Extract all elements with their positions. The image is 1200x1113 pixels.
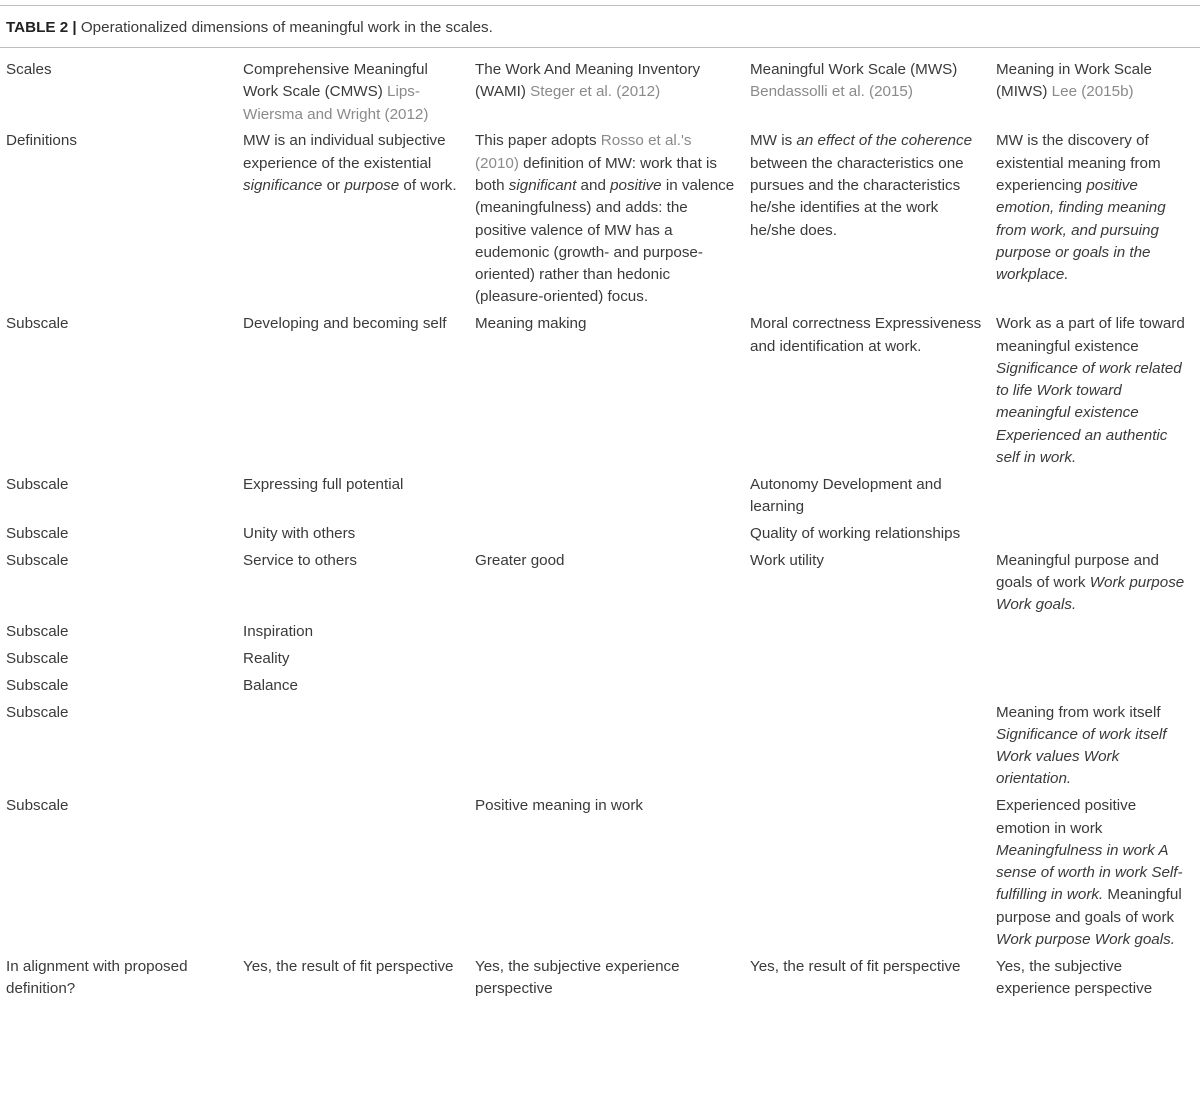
cell-text: Yes, the result of fit perspective <box>750 957 961 975</box>
emphasis-text: positive emotion, finding meaning from work, and pursuing purpose or goals in the workplace. <box>996 176 1166 284</box>
table-cell <box>990 621 1196 648</box>
row-label: Subscale <box>6 797 69 815</box>
row-label: Subscale <box>6 551 69 569</box>
table-cell <box>990 313 1196 474</box>
emphasis-text: Work purpose Work goals. <box>996 930 1175 948</box>
cell-text: Unity with others <box>243 524 356 542</box>
table-cell <box>744 702 990 796</box>
table-caption <box>6 17 1196 39</box>
table-cell <box>237 130 469 313</box>
cell-text: Expressing full potential <box>243 475 404 493</box>
table-cell <box>744 648 990 675</box>
citation: Bendassolli et al. (2015) <box>750 83 913 101</box>
table-cell <box>469 523 744 550</box>
cell-text: Quality of working relationships <box>750 524 961 542</box>
top-rule <box>0 5 1200 6</box>
cell-text: MW is <box>750 132 797 150</box>
table-cell <box>744 59 990 130</box>
cell-text: Inspiration <box>243 623 314 641</box>
table-row <box>0 59 1196 130</box>
table-row <box>0 795 1196 956</box>
table-cell <box>990 59 1196 130</box>
cell-text: Meaningful purpose and goals of work <box>996 551 1159 592</box>
row-label: Subscale <box>6 524 69 542</box>
table-row <box>0 474 1196 523</box>
cell-text: Service to others <box>243 551 357 569</box>
table-cell <box>744 550 990 621</box>
cell-text: The Work And Meaning Inventory (WAMI) <box>475 61 701 101</box>
cell-text: Autonomy Development and learning <box>750 475 942 516</box>
table-row <box>0 621 1196 648</box>
row-label: Definitions <box>6 132 77 150</box>
table-cell <box>744 621 990 648</box>
table-cell <box>469 313 744 474</box>
cell-text: Yes, the result of fit perspective <box>243 957 454 975</box>
table-cell <box>237 621 469 648</box>
scales-table <box>0 59 1196 1005</box>
table-cell <box>237 550 469 621</box>
cell-text: and <box>576 176 611 194</box>
cell-text: definition of MW: work that is both <box>475 154 717 194</box>
emphasis-text: significant <box>508 176 577 194</box>
table-row <box>0 702 1196 796</box>
table-cell <box>990 956 1196 1005</box>
emphasis-text: significance <box>243 176 323 194</box>
row-label: Subscale <box>6 475 69 493</box>
table-cell <box>237 474 469 523</box>
table-row <box>0 648 1196 675</box>
table-cell <box>990 702 1196 796</box>
header-rule <box>0 47 1200 48</box>
table-cell <box>990 474 1196 523</box>
emphasis-text: Significance of work related to life Work toward meaningful existence Experienced an authentic self in work. <box>996 359 1182 467</box>
table-row <box>0 313 1196 474</box>
table-cell <box>744 474 990 523</box>
row-label: Subscale <box>6 623 69 641</box>
table-cell <box>469 702 744 796</box>
cell-text: Meaning in Work Scale (MIWS) <box>996 61 1152 101</box>
emphasis-text: positive <box>610 176 662 194</box>
row-label: In alignment with proposed definition? <box>6 957 188 998</box>
table-cell <box>237 956 469 1005</box>
table-cell <box>469 621 744 648</box>
table-cell <box>744 523 990 550</box>
table-cell <box>990 675 1196 702</box>
table-cell <box>237 702 469 796</box>
table-cell <box>744 795 990 956</box>
row-label: Subscale <box>6 315 69 333</box>
cell-text: Yes, the subjective experience perspective <box>475 957 680 998</box>
citation: Rosso et al.'s (2010) <box>475 132 692 172</box>
table-cell <box>990 795 1196 956</box>
table-cell <box>469 550 744 621</box>
table-cell <box>469 474 744 523</box>
cell-text: Developing and becoming self <box>243 315 447 333</box>
cell-text: or <box>322 176 345 194</box>
row-label: Subscale <box>6 676 69 694</box>
table-body <box>0 59 1196 1005</box>
row-label: Subscale <box>6 649 69 667</box>
table-row <box>0 550 1196 621</box>
row-label: Subscale <box>6 703 69 721</box>
table-row <box>0 956 1196 1005</box>
table-cell <box>990 130 1196 313</box>
table-cell <box>744 130 990 313</box>
cell-text: Experienced positive emotion in work <box>996 797 1137 837</box>
cell-text: Meaningful purpose and goals of work <box>996 886 1182 926</box>
table-cell <box>237 313 469 474</box>
table-row <box>0 130 1196 313</box>
table-cell <box>990 550 1196 621</box>
cell-text: of work. <box>399 176 457 194</box>
table-row <box>0 675 1196 702</box>
table-caption-text: Operationalized dimensions of meaningful work in the scales. <box>76 19 493 36</box>
table-cell <box>990 523 1196 550</box>
cell-text: Greater good <box>475 551 565 569</box>
cell-text: Meaningful Work Scale (MWS) <box>750 61 958 78</box>
row-label: Scales <box>6 61 52 78</box>
cell-text: Meaning from work itself <box>996 703 1161 721</box>
citation: Lips-Wiersma and Wright (2012) <box>243 83 429 123</box>
cell-text: Balance <box>243 676 298 694</box>
table-cell <box>469 675 744 702</box>
emphasis-text: purpose <box>344 176 400 194</box>
table-cell <box>237 675 469 702</box>
table-cell <box>237 59 469 130</box>
cell-text: Work as a part of life toward meaningful existence <box>996 315 1185 355</box>
table-cell <box>744 313 990 474</box>
table-cell <box>469 648 744 675</box>
table-cell <box>237 795 469 956</box>
emphasis-text: Significance of work itself Work values Work orientation. <box>996 725 1167 788</box>
citation: Lee (2015b) <box>1051 83 1134 101</box>
table-cell <box>469 130 744 313</box>
cell-text: MW is the discovery of existential meaning from experiencing <box>996 132 1161 194</box>
cell-text: This paper adopts <box>475 132 601 150</box>
table-caption-label: TABLE 2 | <box>6 19 77 36</box>
table-cell <box>237 648 469 675</box>
cell-text: Work utility <box>750 551 824 569</box>
table-cell <box>744 675 990 702</box>
table-row <box>0 523 1196 550</box>
cell-text: Yes, the subjective experience perspective <box>996 957 1153 998</box>
cell-text: MW is an individual subjective experience of the existential <box>243 132 446 172</box>
cell-text: Comprehensive Meaningful Work Scale (CMWS) <box>243 61 428 101</box>
emphasis-text: Work purpose Work goals. <box>996 574 1185 614</box>
emphasis-text: an effect of the coherence <box>796 132 973 150</box>
cell-text: Reality <box>243 649 290 667</box>
cell-text: in valence (meaningfulness) and adds: the positive valence of MW has a eudemonic (growth- and purpose-oriented) rather than hedonic (pleasure-oriented) focus. <box>475 176 735 306</box>
table-cell <box>744 956 990 1005</box>
cell-text: Meaning making <box>475 315 587 333</box>
table-cell <box>469 795 744 956</box>
citation: Steger et al. (2012) <box>530 83 661 101</box>
table-cell <box>469 956 744 1005</box>
table-cell <box>469 59 744 130</box>
table-cell <box>237 523 469 550</box>
cell-text: between the characteristics one pursues and the characteristics he/she identifies at the work he/she does. <box>750 154 964 239</box>
emphasis-text: Meaningfulness in work A sense of worth in work Self-fulfilling in work. <box>996 841 1183 904</box>
cell-text: Positive meaning in work <box>475 797 643 815</box>
table-cell <box>990 648 1196 675</box>
cell-text: Moral correctness Expressiveness and identification at work. <box>750 315 982 355</box>
